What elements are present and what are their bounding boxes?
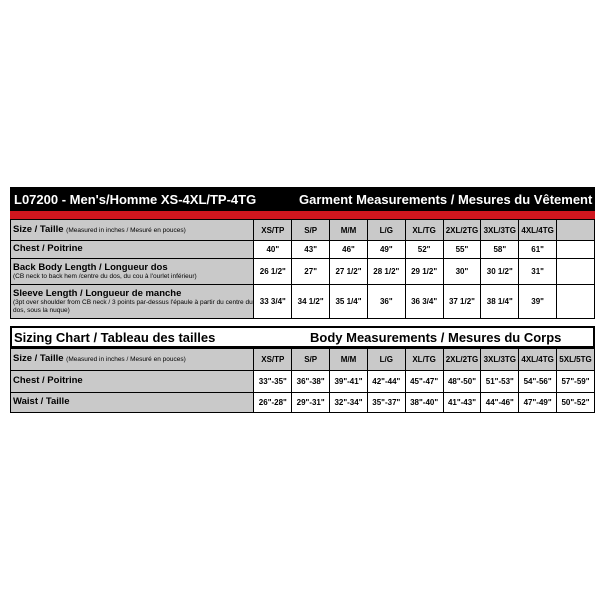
row-note: (CB neck to back hem /centre du dos, du cou à l'ourlet inférieur) xyxy=(13,272,197,280)
table-cell: 50"-52" xyxy=(557,393,595,413)
row-label-text: Sleeve Length / Longueur de manche xyxy=(13,288,182,300)
table-cell: 35"-37" xyxy=(367,393,405,413)
garment-size-row xyxy=(11,220,595,241)
table-cell: 51"-53" xyxy=(481,371,519,393)
size-header: 2XL/2TG xyxy=(443,349,481,371)
table-cell: 47"-49" xyxy=(519,393,557,413)
table-cell xyxy=(557,241,595,259)
sizing-size-row xyxy=(11,349,595,371)
table-cell: 29"-31" xyxy=(292,393,330,413)
table-cell: 49" xyxy=(367,241,405,259)
size-note: (Measured in inches / Mesuré en pouces) xyxy=(66,356,186,364)
size-header: 2XL/2TG xyxy=(443,220,481,241)
row-note: (3pt over shoulder from CB neck / 3 points par-dessus l'épaule à partir du centre du dos, sous la nuque) xyxy=(13,299,253,314)
table-cell: 35 1/4" xyxy=(330,285,368,319)
sizing-chart-table xyxy=(10,348,595,413)
size-label-cell xyxy=(11,220,254,241)
garment-subtitle: Garment Measurements / Mesures du Vêtement xyxy=(299,192,593,207)
table-cell: 39"-41" xyxy=(330,371,368,393)
row-label-text: Waist / Taille xyxy=(13,396,70,408)
table-cell: 33 3/4" xyxy=(254,285,292,319)
size-header: M/M xyxy=(330,349,368,371)
table-cell: 52" xyxy=(405,241,443,259)
table-cell: 26 1/2" xyxy=(254,259,292,285)
size-header: 4XL/4TG xyxy=(519,349,557,371)
size-header: 4XL/4TG xyxy=(519,220,557,241)
table-cell: 36 3/4" xyxy=(405,285,443,319)
row-label xyxy=(11,393,254,413)
sizing-header-bar xyxy=(10,326,595,348)
size-label-cell xyxy=(11,349,254,371)
table-cell: 43" xyxy=(292,241,330,259)
table-cell: 26"-28" xyxy=(254,393,292,413)
table-cell: 38 1/4" xyxy=(481,285,519,319)
table-cell: 27 1/2" xyxy=(330,259,368,285)
table-row xyxy=(11,371,595,393)
table-cell: 41"-43" xyxy=(443,393,481,413)
table-cell: 36"-38" xyxy=(292,371,330,393)
table-cell: 28 1/2" xyxy=(367,259,405,285)
table-cell xyxy=(557,285,595,319)
table-cell: 30 1/2" xyxy=(481,259,519,285)
garment-title: L07200 - Men's/Homme XS-4XL/TP-4TG xyxy=(14,192,257,207)
row-label xyxy=(11,259,254,285)
table-cell: 46" xyxy=(330,241,368,259)
size-header: 3XL/3TG xyxy=(481,220,519,241)
row-label xyxy=(11,371,254,393)
table-cell: 55" xyxy=(443,241,481,259)
row-label xyxy=(11,285,254,319)
row-label-text: Chest / Poitrine xyxy=(13,375,83,387)
table-cell: 45"-47" xyxy=(405,371,443,393)
size-header: S/P xyxy=(292,349,330,371)
garment-measurements-table xyxy=(10,219,595,319)
table-cell: 58" xyxy=(481,241,519,259)
table-cell: 44"-46" xyxy=(481,393,519,413)
garment-header-bar xyxy=(10,187,595,211)
size-note: (Measured in inches / Mesuré en pouces) xyxy=(66,226,186,234)
size-header: L/G xyxy=(367,349,405,371)
size-header: L/G xyxy=(367,220,405,241)
table-cell: 33"-35" xyxy=(254,371,292,393)
table-cell: 34 1/2" xyxy=(292,285,330,319)
size-label: Size / Taille xyxy=(13,353,64,365)
size-header: XS/TP xyxy=(254,349,292,371)
size-header: 3XL/3TG xyxy=(481,349,519,371)
row-label xyxy=(11,241,254,259)
table-cell xyxy=(557,259,595,285)
table-cell: 29 1/2" xyxy=(405,259,443,285)
table-cell: 40" xyxy=(254,241,292,259)
table-cell: 54"-56" xyxy=(519,371,557,393)
size-header: 5XL/5TG xyxy=(557,349,595,371)
table-cell: 48"-50" xyxy=(443,371,481,393)
table-row xyxy=(11,393,595,413)
table-cell: 31" xyxy=(519,259,557,285)
size-header xyxy=(557,220,595,241)
table-cell: 42"-44" xyxy=(367,371,405,393)
table-cell: 39" xyxy=(519,285,557,319)
table-cell: 38"-40" xyxy=(405,393,443,413)
sizing-subtitle: Body Measurements / Mesures du Corps xyxy=(310,330,562,345)
table-cell: 32"-34" xyxy=(330,393,368,413)
row-label-text: Back Body Length / Longueur dos xyxy=(13,261,168,273)
size-label: Size / Taille xyxy=(13,223,64,235)
size-header: XS/TP xyxy=(254,220,292,241)
table-cell: 30" xyxy=(443,259,481,285)
table-cell: 36" xyxy=(367,285,405,319)
accent-band xyxy=(10,211,595,219)
table-cell: 37 1/2" xyxy=(443,285,481,319)
sizing-title: Sizing Chart / Tableau des tailles xyxy=(14,330,216,345)
size-header: XL/TG xyxy=(405,220,443,241)
size-header: S/P xyxy=(292,220,330,241)
table-row xyxy=(11,241,595,259)
size-header: M/M xyxy=(330,220,368,241)
table-row xyxy=(11,259,595,285)
size-header: XL/TG xyxy=(405,349,443,371)
table-cell: 57"-59" xyxy=(557,371,595,393)
table-row xyxy=(11,285,595,319)
table-cell: 61" xyxy=(519,241,557,259)
row-label-text: Chest / Poitrine xyxy=(13,243,83,255)
table-cell: 27" xyxy=(292,259,330,285)
